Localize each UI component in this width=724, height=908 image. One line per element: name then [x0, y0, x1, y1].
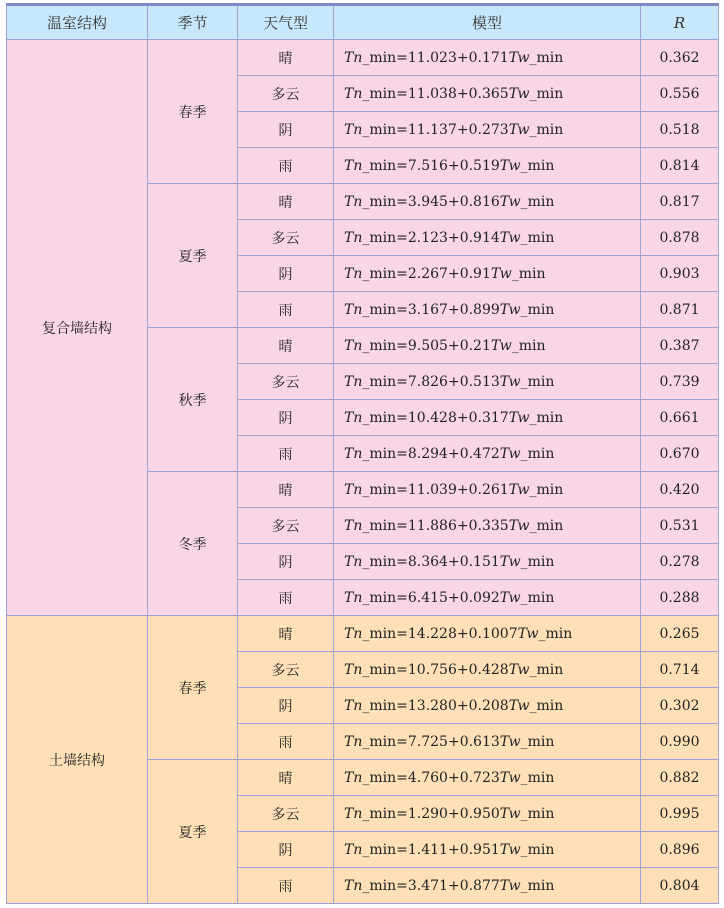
model-lhs-sub: _min [362, 517, 397, 534]
model-intercept: 4.760 [407, 769, 448, 786]
model-rhs-sub: _min [511, 265, 546, 282]
r-cell: 0.661 [641, 400, 719, 436]
r-cell: 0.420 [641, 472, 719, 508]
r-cell: 0.878 [641, 220, 719, 256]
model-lhs: Tn [344, 265, 363, 282]
model-cell: Tn_min=10.428+0.317Tw_min [334, 400, 641, 436]
model-cell: Tn_min=11.886+0.335Tw_min [334, 508, 641, 544]
model-lhs: Tn [344, 697, 363, 714]
model-lhs: Tn [344, 337, 363, 354]
model-intercept: 3.471 [407, 877, 448, 894]
model-rhs-sub: _min [520, 553, 555, 570]
model-intercept: 7.725 [407, 733, 448, 750]
model-cell: Tn_min=11.039+0.261Tw_min [334, 472, 641, 508]
model-slope: 0.899 [459, 301, 500, 318]
weather-cell: 雨 [238, 580, 334, 616]
model-slope: 0.092 [459, 589, 500, 606]
model-slope: 0.335 [468, 517, 509, 534]
model-rhs: Tw [499, 229, 521, 246]
model-lhs-sub: _min [362, 157, 397, 174]
r-cell: 0.518 [641, 112, 719, 148]
model-rhs: Tw [508, 85, 530, 102]
model-rhs: Tw [499, 373, 521, 390]
header-r [641, 5, 719, 40]
model-rhs: Tw [508, 49, 530, 66]
weather-cell: 晴 [238, 40, 334, 76]
r-cell: 0.804 [641, 868, 719, 904]
model-lhs-sub: _min [362, 373, 397, 390]
weather-cell: 阴 [238, 400, 334, 436]
model-rhs-sub: _min [520, 589, 555, 606]
r-cell: 0.265 [641, 616, 719, 652]
table-body [7, 40, 719, 904]
header-weather: 天气型 [238, 5, 334, 40]
header-r-label: R [673, 13, 686, 32]
model-lhs-sub: _min [362, 733, 397, 750]
model-lhs: Tn [344, 409, 363, 426]
model-slope: 0.171 [468, 49, 509, 66]
weather-cell: 阴 [238, 112, 334, 148]
model-lhs-sub: _min [362, 589, 397, 606]
model-cell: Tn_min=3.471+0.877Tw_min [334, 868, 641, 904]
weather-cell: 雨 [238, 724, 334, 760]
weather-cell: 晴 [238, 184, 334, 220]
model-rhs-sub: _min [529, 409, 564, 426]
model-intercept: 11.137 [407, 121, 457, 138]
model-lhs-sub: _min [362, 409, 397, 426]
model-rhs: Tw [499, 733, 521, 750]
weather-cell: 多云 [238, 508, 334, 544]
model-rhs: Tw [490, 265, 512, 282]
weather-cell: 阴 [238, 256, 334, 292]
model-lhs: Tn [344, 373, 363, 390]
model-rhs: Tw [508, 409, 530, 426]
model-cell: Tn_min=9.505+0.21Tw_min [334, 328, 641, 364]
model-lhs: Tn [344, 805, 363, 822]
model-rhs-sub: _min [529, 85, 564, 102]
r-cell: 0.739 [641, 364, 719, 400]
model-slope: 0.816 [459, 193, 500, 210]
model-intercept: 8.294 [407, 445, 448, 462]
header-season: 季节 [148, 5, 238, 40]
model-cell: Tn_min=1.411+0.951Tw_min [334, 832, 641, 868]
model-cell: Tn_min=8.294+0.472Tw_min [334, 436, 641, 472]
model-lhs-sub: _min [362, 121, 397, 138]
structure-cell: 复合墙结构 [7, 40, 148, 616]
model-rhs: Tw [517, 625, 539, 642]
model-rhs: Tw [508, 481, 530, 498]
season-cell: 夏季 [148, 760, 238, 904]
model-rhs: Tw [499, 157, 521, 174]
model-rhs-sub: _min [520, 193, 555, 210]
model-lhs-sub: _min [362, 697, 397, 714]
model-cell: Tn_min=7.826+0.513Tw_min [334, 364, 641, 400]
model-slope: 0.317 [468, 409, 509, 426]
r-cell: 0.670 [641, 436, 719, 472]
r-cell: 0.814 [641, 148, 719, 184]
header-model: 模型 [334, 5, 641, 40]
structure-cell: 土墙结构 [7, 616, 148, 904]
model-cell: Tn_min=1.290+0.950Tw_min [334, 796, 641, 832]
model-lhs-sub: _min [362, 481, 397, 498]
model-rhs-sub: _min [529, 121, 564, 138]
model-lhs-sub: _min [362, 229, 397, 246]
model-rhs-sub: _min [520, 805, 555, 822]
model-slope: 0.877 [459, 877, 500, 894]
model-rhs-sub: _min [529, 49, 564, 66]
weather-cell: 晴 [238, 472, 334, 508]
model-slope: 0.273 [468, 121, 509, 138]
model-cell: Tn_min=3.945+0.816Tw_min [334, 184, 641, 220]
model-lhs-sub: _min [362, 265, 397, 282]
model-slope: 0.951 [459, 841, 500, 858]
model-lhs: Tn [344, 517, 363, 534]
model-lhs: Tn [344, 769, 363, 786]
r-cell: 0.896 [641, 832, 719, 868]
model-lhs: Tn [344, 229, 363, 246]
r-cell: 0.903 [641, 256, 719, 292]
model-slope: 0.1007 [468, 625, 518, 642]
model-cell: Tn_min=2.267+0.91Tw_min [334, 256, 641, 292]
weather-cell: 多云 [238, 220, 334, 256]
r-cell: 0.302 [641, 688, 719, 724]
weather-cell: 多云 [238, 796, 334, 832]
model-slope: 0.91 [459, 265, 491, 282]
model-intercept: 11.023 [407, 49, 457, 66]
model-cell: Tn_min=10.756+0.428Tw_min [334, 652, 641, 688]
model-lhs: Tn [344, 85, 363, 102]
model-lhs-sub: _min [362, 661, 397, 678]
model-slope: 0.151 [459, 553, 500, 570]
model-rhs-sub: _min [520, 301, 555, 318]
model-lhs-sub: _min [362, 445, 397, 462]
model-intercept: 7.826 [407, 373, 448, 390]
model-lhs-sub: _min [362, 877, 397, 894]
model-slope: 0.261 [468, 481, 509, 498]
weather-cell: 多云 [238, 76, 334, 112]
model-cell: Tn_min=8.364+0.151Tw_min [334, 544, 641, 580]
model-intercept: 2.267 [407, 265, 448, 282]
weather-cell: 阴 [238, 832, 334, 868]
model-intercept: 10.428 [407, 409, 457, 426]
weather-cell: 多云 [238, 364, 334, 400]
r-cell: 0.278 [641, 544, 719, 580]
season-cell: 秋季 [148, 328, 238, 472]
model-rhs-sub: _min [520, 877, 555, 894]
model-intercept: 13.280 [407, 697, 457, 714]
model-cell: Tn_min=11.137+0.273Tw_min [334, 112, 641, 148]
r-cell: 0.990 [641, 724, 719, 760]
model-table [6, 3, 719, 904]
model-rhs: Tw [508, 121, 530, 138]
model-rhs: Tw [499, 553, 521, 570]
model-intercept: 1.411 [407, 841, 448, 858]
season-cell: 冬季 [148, 472, 238, 616]
weather-cell: 晴 [238, 328, 334, 364]
model-lhs: Tn [344, 193, 363, 210]
r-cell: 0.556 [641, 76, 719, 112]
model-rhs-sub: _min [520, 445, 555, 462]
model-intercept: 8.364 [407, 553, 448, 570]
model-rhs: Tw [499, 301, 521, 318]
model-lhs: Tn [344, 841, 363, 858]
r-cell: 0.995 [641, 796, 719, 832]
model-rhs-sub: _min [538, 625, 573, 642]
model-rhs-sub: _min [529, 517, 564, 534]
season-cell: 春季 [148, 40, 238, 184]
model-cell: Tn_min=11.038+0.365Tw_min [334, 76, 641, 112]
model-slope: 0.21 [459, 337, 491, 354]
model-lhs-sub: _min [362, 805, 397, 822]
r-cell: 0.531 [641, 508, 719, 544]
model-slope: 0.950 [459, 805, 500, 822]
model-rhs: Tw [508, 661, 530, 678]
model-rhs-sub: _min [520, 373, 555, 390]
model-lhs: Tn [344, 553, 363, 570]
season-cell: 春季 [148, 616, 238, 760]
model-cell: Tn_min=2.123+0.914Tw_min [334, 220, 641, 256]
model-intercept: 2.123 [407, 229, 448, 246]
weather-cell: 晴 [238, 616, 334, 652]
model-cell: Tn_min=3.167+0.899Tw_min [334, 292, 641, 328]
model-intercept: 3.167 [407, 301, 448, 318]
weather-cell: 阴 [238, 544, 334, 580]
model-rhs-sub: _min [520, 229, 555, 246]
model-slope: 0.513 [459, 373, 500, 390]
model-rhs: Tw [499, 769, 521, 786]
model-cell: Tn_min=4.760+0.723Tw_min [334, 760, 641, 796]
model-lhs: Tn [344, 877, 363, 894]
model-lhs-sub: _min [362, 193, 397, 210]
model-cell: Tn_min=7.516+0.519Tw_min [334, 148, 641, 184]
r-cell: 0.288 [641, 580, 719, 616]
model-intercept: 11.886 [407, 517, 457, 534]
model-lhs: Tn [344, 625, 363, 642]
model-lhs-sub: _min [362, 301, 397, 318]
r-cell: 0.882 [641, 760, 719, 796]
model-rhs: Tw [499, 805, 521, 822]
model-cell: Tn_min=14.228+0.1007Tw_min [334, 616, 641, 652]
weather-cell: 多云 [238, 652, 334, 688]
model-slope: 0.365 [468, 85, 509, 102]
weather-cell: 雨 [238, 148, 334, 184]
model-rhs: Tw [499, 841, 521, 858]
model-lhs-sub: _min [362, 841, 397, 858]
weather-cell: 晴 [238, 760, 334, 796]
model-lhs-sub: _min [362, 553, 397, 570]
model-lhs-sub: _min [362, 49, 397, 66]
model-intercept: 11.038 [407, 85, 457, 102]
model-lhs: Tn [344, 589, 363, 606]
model-lhs: Tn [344, 733, 363, 750]
model-slope: 0.428 [468, 661, 509, 678]
model-rhs: Tw [508, 697, 530, 714]
model-slope: 0.208 [468, 697, 509, 714]
table-row [7, 616, 719, 652]
model-rhs: Tw [499, 877, 521, 894]
model-rhs: Tw [490, 337, 512, 354]
model-slope: 0.723 [459, 769, 500, 786]
header-structure: 温室结构 [7, 5, 148, 40]
model-rhs-sub: _min [520, 733, 555, 750]
model-rhs-sub: _min [511, 337, 546, 354]
model-intercept: 10.756 [407, 661, 457, 678]
model-lhs-sub: _min [362, 769, 397, 786]
r-cell: 0.387 [641, 328, 719, 364]
model-lhs-sub: _min [362, 337, 397, 354]
model-rhs: Tw [499, 445, 521, 462]
model-rhs: Tw [499, 589, 521, 606]
table-row [7, 40, 719, 76]
model-lhs: Tn [344, 49, 363, 66]
model-intercept: 6.415 [407, 589, 448, 606]
season-cell: 夏季 [148, 184, 238, 328]
model-lhs-sub: _min [362, 85, 397, 102]
weather-cell: 阴 [238, 688, 334, 724]
r-cell: 0.817 [641, 184, 719, 220]
model-intercept: 11.039 [407, 481, 457, 498]
model-rhs-sub: _min [520, 769, 555, 786]
model-cell: Tn_min=6.415+0.092Tw_min [334, 580, 641, 616]
model-cell: Tn_min=7.725+0.613Tw_min [334, 724, 641, 760]
model-lhs: Tn [344, 481, 363, 498]
model-rhs-sub: _min [520, 841, 555, 858]
model-slope: 0.519 [459, 157, 500, 174]
weather-cell: 雨 [238, 292, 334, 328]
model-rhs-sub: _min [529, 481, 564, 498]
model-intercept: 9.505 [407, 337, 448, 354]
model-slope: 0.613 [459, 733, 500, 750]
model-rhs-sub: _min [529, 661, 564, 678]
model-lhs: Tn [344, 121, 363, 138]
weather-cell: 雨 [238, 868, 334, 904]
model-cell: Tn_min=11.023+0.171Tw_min [334, 40, 641, 76]
model-lhs: Tn [344, 661, 363, 678]
model-lhs-sub: _min [362, 625, 397, 642]
model-rhs-sub: _min [520, 157, 555, 174]
model-intercept: 7.516 [407, 157, 448, 174]
model-intercept: 1.290 [407, 805, 448, 822]
r-cell: 0.871 [641, 292, 719, 328]
model-rhs-sub: _min [529, 697, 564, 714]
model-intercept: 3.945 [407, 193, 448, 210]
model-rhs: Tw [499, 193, 521, 210]
model-rhs: Tw [508, 517, 530, 534]
model-slope: 0.914 [459, 229, 500, 246]
model-cell: Tn_min=13.280+0.208Tw_min [334, 688, 641, 724]
model-lhs: Tn [344, 301, 363, 318]
r-cell: 0.714 [641, 652, 719, 688]
model-intercept: 14.228 [407, 625, 457, 642]
model-slope: 0.472 [459, 445, 500, 462]
weather-cell: 雨 [238, 436, 334, 472]
header-row [7, 5, 719, 40]
model-lhs: Tn [344, 157, 363, 174]
r-cell: 0.362 [641, 40, 719, 76]
model-lhs: Tn [344, 445, 363, 462]
